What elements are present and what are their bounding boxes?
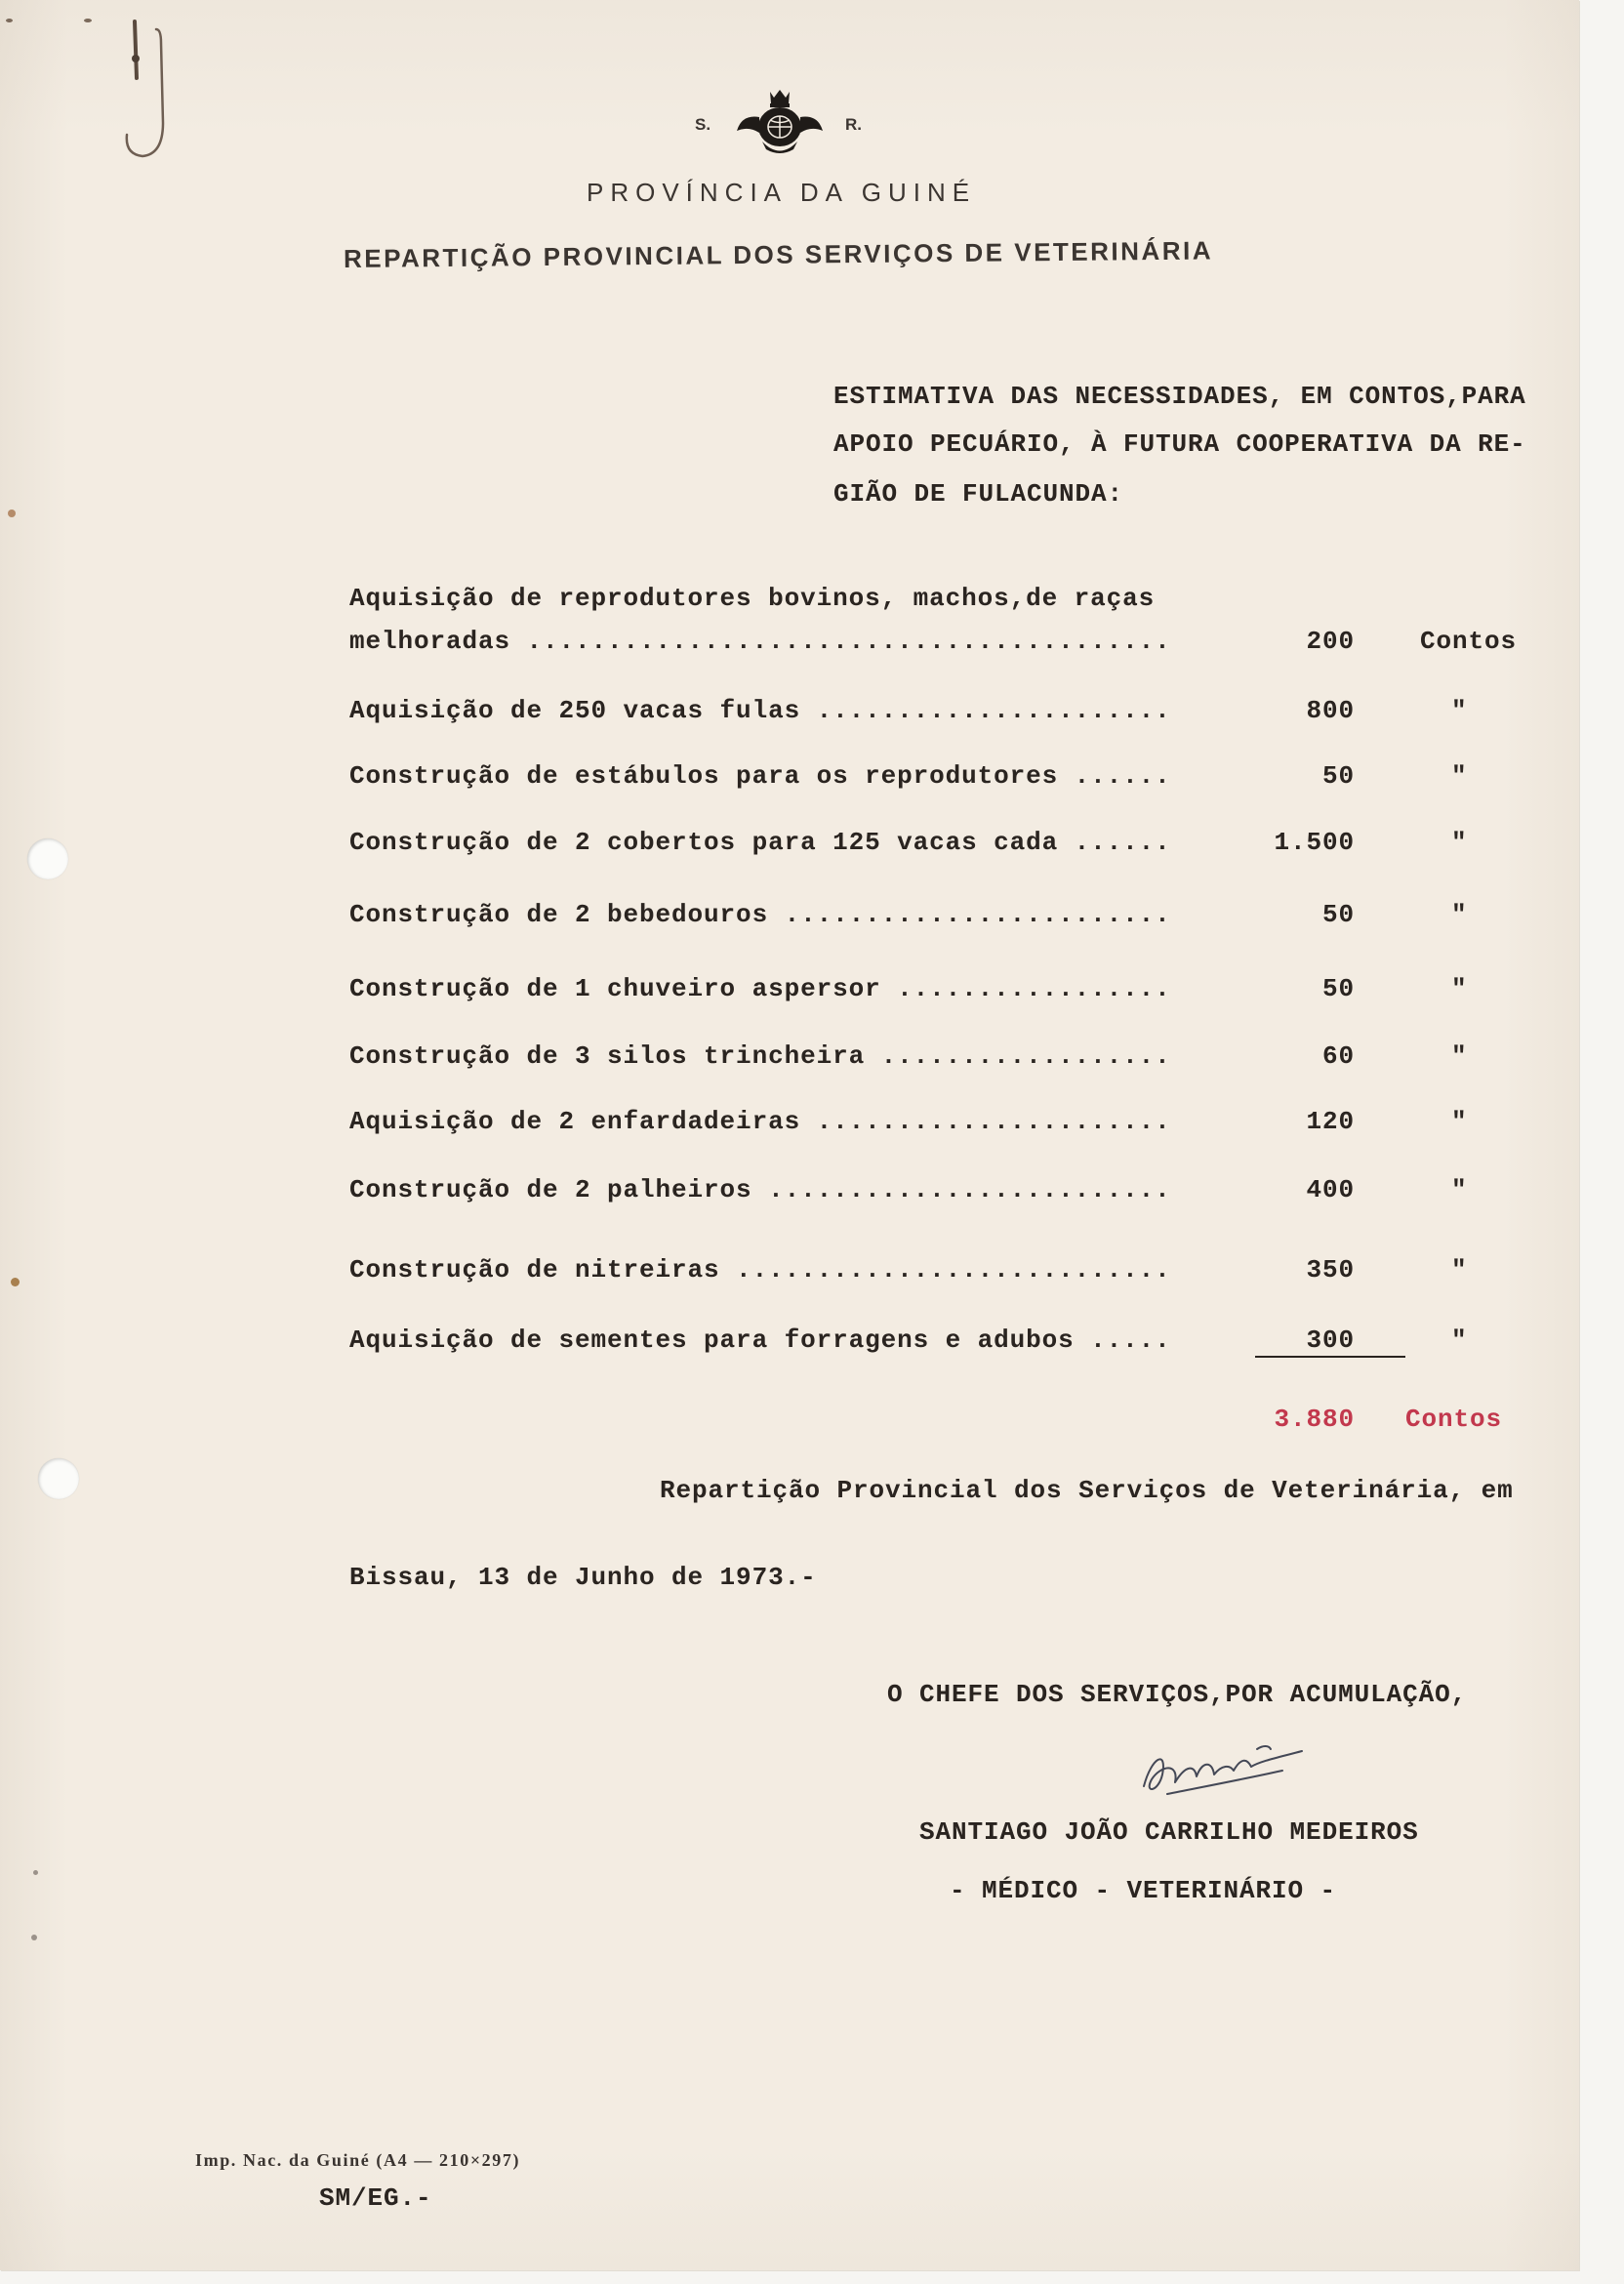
item-label: Construção de nitreiras ...........................	[349, 1255, 1171, 1285]
item-amount: 60	[1321, 1041, 1355, 1071]
scan-speck	[33, 1870, 38, 1875]
department-name: REPARTIÇÃO PROVINCIAL DOS SERVIÇOS DE VETERINÁRIA	[343, 235, 1214, 273]
item-label: Construção de 3 silos trincheira ..................	[349, 1041, 1171, 1071]
item-amount: 350	[1306, 1255, 1355, 1285]
punch-hole	[27, 838, 68, 879]
place-line: Repartição Provincial dos Serviços de Veterinária, em	[660, 1476, 1514, 1505]
item-label: Construção de 2 cobertos para 125 vacas cada ......	[349, 828, 1171, 857]
coat-of-arms-icon	[735, 88, 825, 158]
signatory-role: - MÉDICO - VETERINÁRIO -	[950, 1876, 1337, 1905]
item-unit-ditto: "	[1451, 1041, 1468, 1071]
item-unit-ditto: "	[1451, 1107, 1468, 1136]
item-label: Aquisição de 2 enfardadeiras ......................	[349, 1107, 1171, 1136]
letterhead-initial-r: R.	[845, 115, 862, 134]
total-amount: 3.880	[1274, 1405, 1355, 1434]
scan-speck	[11, 1278, 20, 1286]
date-line: Bissau, 13 de Junho de 1973.-	[349, 1563, 817, 1592]
item-label-continued: melhoradas ........................................	[349, 627, 1171, 656]
scan-speck	[8, 510, 16, 517]
item-amount: 50	[1321, 761, 1355, 791]
scan-speck	[31, 1935, 37, 1940]
signatory-name: SANTIAGO JOÃO CARRILHO MEDEIROS	[919, 1817, 1419, 1847]
item-unit-ditto: "	[1451, 696, 1468, 725]
total-unit: Contos	[1405, 1405, 1503, 1434]
chief-title: O CHEFE DOS SERVIÇOS,POR ACUMULAÇÃO,	[887, 1680, 1468, 1709]
title-line: APOIO PECUÁRIO, À FUTURA COOPERATIVA DA RE-	[833, 429, 1526, 459]
subtotal-underline	[1255, 1356, 1405, 1358]
item-unit-ditto: "	[1451, 900, 1468, 929]
reference-initials: SM/EG.-	[319, 2183, 432, 2213]
item-unit-ditto: "	[1451, 828, 1468, 857]
item-amount: 50	[1321, 974, 1355, 1003]
letterhead-initial-s: S.	[695, 115, 711, 134]
item-label: Construção de estábulos para os reprodutores ......	[349, 761, 1171, 791]
item-amount: 300	[1306, 1326, 1355, 1355]
item-unit-ditto: "	[1451, 1255, 1468, 1285]
item-amount: 400	[1306, 1175, 1355, 1204]
scan-speck	[6, 19, 13, 22]
title-line: ESTIMATIVA DAS NECESSIDADES, EM CONTOS,PARA	[833, 382, 1526, 411]
item-amount: 50	[1321, 900, 1355, 929]
paperclip-rust-mark	[115, 8, 203, 174]
handwritten-signature	[1132, 1735, 1308, 1806]
item-unit-ditto: "	[1451, 1175, 1468, 1204]
printer-imprint: Imp. Nac. da Guiné (A4 — 210×297)	[195, 2150, 521, 2170]
item-label: Construção de 1 chuveiro aspersor .................	[349, 974, 1171, 1003]
item-unit-ditto: "	[1451, 1326, 1468, 1355]
item-amount: 1.500	[1274, 828, 1355, 857]
item-label: Aquisição de 250 vacas fulas ......................	[349, 696, 1171, 725]
item-label: Aquisição de sementes para forragens e adubos .....	[349, 1326, 1171, 1355]
province-name: PROVÍNCIA DA GUINÉ	[587, 178, 977, 207]
item-unit: Contos	[1420, 627, 1518, 656]
title-line: GIÃO DE FULACUNDA:	[833, 479, 1124, 509]
item-amount: 800	[1306, 696, 1355, 725]
item-label: Construção de 2 palheiros .........................	[349, 1175, 1171, 1204]
item-label: Aquisição de reprodutores bovinos, machos,de raças	[349, 584, 1156, 613]
item-label: Construção de 2 bebedouros ........................	[349, 900, 1171, 929]
item-amount: 200	[1306, 627, 1355, 656]
item-unit-ditto: "	[1451, 974, 1468, 1003]
punch-hole	[38, 1458, 79, 1499]
scan-speck	[84, 19, 92, 22]
item-unit-ditto: "	[1451, 761, 1468, 791]
item-amount: 120	[1306, 1107, 1355, 1136]
